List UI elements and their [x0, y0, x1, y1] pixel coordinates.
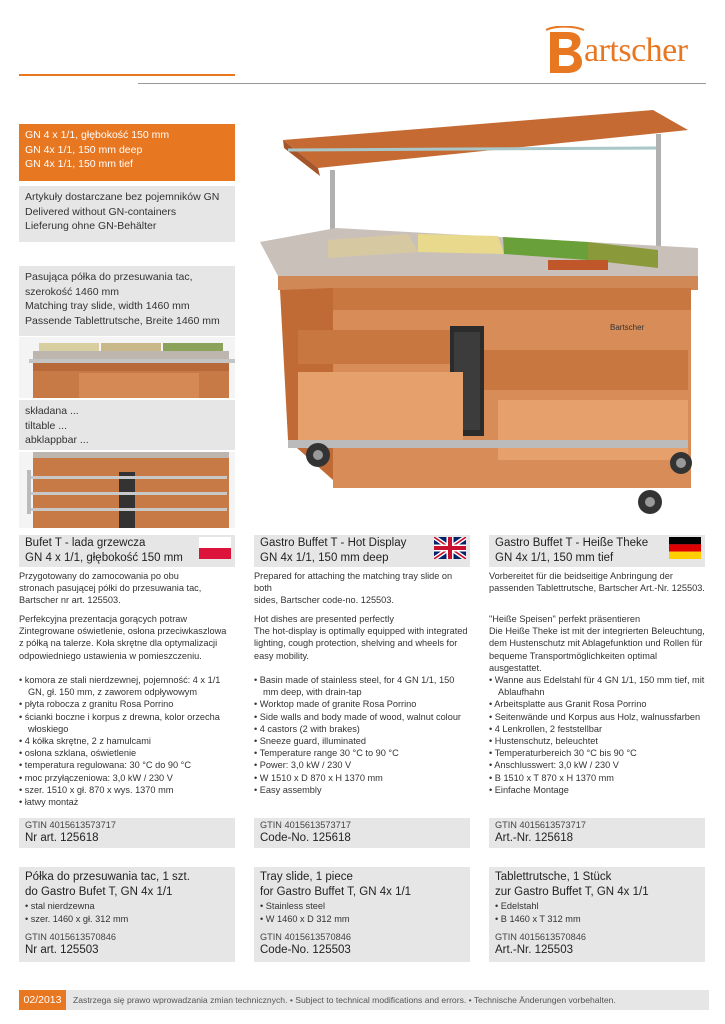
feature-item: • Seitenwände und Korpus aus Holz, walnussfarben [489, 711, 701, 722]
poland-flag-icon [199, 537, 231, 559]
accessory-box [254, 867, 470, 962]
note-line: Artykuły dostarczane bez pojemników GN [25, 191, 220, 203]
accessory-title: do Gastro Bufet T, GN 4x 1/1 [25, 886, 173, 898]
feature-item: • Side walls and body made of wood, walnut colour [254, 711, 461, 722]
footer-disclaimer: Zastrzega się prawo wprowadzania zmian technicznych. • Subject to technical modifications and errors. • Technische Änderungen vorbehalten. [73, 995, 616, 1005]
spec-line: GN 4 x 1/1, głębokość 150 mm [25, 129, 170, 141]
accessory-gtin: GTIN 4015613570846 [260, 932, 351, 942]
text-line: dem Hustenschutz mit Ablagefunktion und Rollen für [489, 638, 703, 649]
feature-list [489, 674, 705, 796]
product-title: Gastro Buffet T - Hot Display [260, 537, 407, 549]
text-line: The hot-display is optimally equipped with integrated [254, 626, 468, 637]
accessory-feature: • szer. 1460 x gł. 312 mm [25, 913, 129, 924]
article-code-box [254, 818, 470, 848]
product-subtitle: GN 4x 1/1, 150 mm deep [260, 552, 389, 564]
feature-item: • Temperature range 30 °C to 90 °C [254, 748, 399, 759]
note-line: Matching tray slide, width 1460 mm [25, 300, 190, 312]
accessory-title: Tablettrutsche, 1 Stück [495, 871, 612, 883]
feature-item: • Worktop made of granite Rosa Porrino [254, 699, 417, 710]
feature-item: • płyta robocza z granitu Rosa Porrino [19, 699, 174, 710]
intro-text [489, 570, 705, 594]
accessory-feature: • Edelstahl [495, 901, 539, 911]
accessory-box [489, 867, 705, 962]
note-line: abklappbar ... [25, 434, 89, 446]
accessory-feature: • B 1460 x T 312 mm [495, 913, 581, 924]
accessory-feature: • W 1460 x D 312 mm [260, 913, 350, 924]
accessory-article-number: Nr art. 125503 [25, 944, 99, 956]
intro-text [254, 570, 470, 607]
hot-display-buffet-photo [258, 110, 710, 518]
text-line: passenden Tablettrutsche, Bartscher Art.-Nr. 125503. [489, 583, 705, 594]
text-line: Perfekcyjna prezentacja gorących potraw [19, 614, 188, 624]
spec-line: GN 4x 1/1, 150 mm tief [25, 158, 133, 170]
product-title: Gastro Buffet T - Heiße Theke [495, 537, 649, 549]
feature-item: • Arbeitsplatte aus Granit Rosa Porrino [489, 699, 647, 710]
feature-item: • komora ze stali nierdzewnej, pojemność: 4 x 1/1 GN, gł. 150 mm, z zaworem odpływowym [19, 675, 221, 698]
feature-item: • Temperaturbereich 30 °C bis 90 °C [489, 748, 637, 759]
text-line: odpowiedniego ustawienia w pomieszczeniu. [19, 650, 202, 661]
feature-item: • Power: 3,0 kW / 230 V [254, 760, 352, 771]
note-line: składana ... [25, 405, 79, 417]
text-line: Hot dishes are presented perfectly [254, 614, 394, 624]
footer-date: 02/2013 [19, 990, 66, 1010]
text-line: bequeme Transportmöglichkeiten optimal ausgestattet. [489, 650, 658, 673]
description-text [489, 613, 705, 674]
bartscher-logo-mark [544, 26, 588, 74]
accessory-title: Tray slide, 1 piece [260, 871, 353, 883]
text-line: z półką na talerze. Koła skrętne dla optymalizacji [19, 638, 218, 649]
text-line: Przygotowany do zamocowania po obu [19, 571, 179, 581]
article-number: Code-No. 125618 [260, 832, 351, 844]
accessory-article-number: Code-No. 125503 [260, 944, 351, 956]
note-line: Lieferung ohne GN-Behälter [25, 220, 157, 232]
spec-highlight-box [19, 124, 235, 181]
footer-bar [19, 990, 709, 1010]
article-number: Nr art. 125618 [25, 832, 99, 844]
header-accent-line [19, 74, 235, 76]
description-text [254, 613, 470, 662]
delivery-note-box [19, 186, 235, 242]
note-line: tiltable ... [25, 419, 68, 432]
accessory-feature: • Stainless steel [260, 901, 326, 911]
accessory-feature: • stal nierdzewna [25, 901, 95, 911]
feature-item: • 4 Lenkrollen, 2 feststellbar [489, 723, 603, 734]
product-title: Bufet T - lada grzewcza [25, 537, 146, 549]
text-line: Zintegrowane oświetlenie, osłona przeciwkaszlowa [19, 626, 227, 637]
text-line: "Heiße Speisen" perfekt präsentieren [489, 614, 641, 624]
text-line: Vorbereitet für die beidseitige Anbringung der [489, 571, 673, 581]
text-line: lighting, cough protection, shelving and wheels for [254, 638, 458, 649]
text-line: Prepared for attaching the matching tray slide on both [254, 571, 453, 594]
accessory-gtin: GTIN 4015613570846 [495, 932, 586, 942]
accessory-title: for Gastro Buffet T, GN 4x 1/1 [260, 886, 412, 898]
product-subtitle: GN 4 x 1/1, głębokość 150 mm [25, 552, 183, 564]
feature-item: • W 1510 x D 870 x H 1370 mm [254, 772, 383, 783]
feature-item: • Hustenschutz, beleuchtet [489, 736, 598, 747]
gtin-number: GTIN 4015613573717 [25, 820, 116, 830]
header-divider [138, 83, 706, 84]
text-line: sides, Bartscher code-no. 125503. [254, 595, 394, 606]
feature-item: • 4 castors (2 with brakes) [254, 723, 360, 734]
feature-item: • ścianki boczne i korpus z drewna, kolor orzecha włoskiego [19, 711, 220, 734]
spec-line: GN 4x 1/1, 150 mm deep [25, 143, 143, 156]
feature-item: • Sneeze guard, illuminated [254, 736, 367, 747]
feature-item: • Einfache Montage [489, 784, 569, 795]
logo-wordmark: artscher [584, 32, 688, 69]
article-code-box [489, 818, 705, 848]
tilted-tray-slide-photo [19, 452, 235, 528]
feature-item: • Wanne aus Edelstahl für 4 GN 1/1, 150 mm tief, mit Ablaufhahn [489, 675, 705, 698]
article-number: Art.-Nr. 125618 [495, 832, 573, 844]
svg-text:Bartscher: Bartscher [610, 323, 645, 332]
tiltable-note-box [19, 400, 235, 450]
text-line: Bartscher nr art. 125503. [19, 595, 121, 606]
feature-item: • temperatura regulowana: 30 °C do 90 °C [19, 760, 191, 771]
gtin-number: GTIN 4015613573717 [495, 820, 586, 830]
feature-item: • łatwy montaż [19, 797, 79, 808]
accessory-box [19, 867, 235, 962]
intro-text [19, 570, 235, 607]
bartscher-logo [544, 26, 709, 78]
note-line: Delivered without GN-containers [25, 205, 177, 218]
feature-item: • Basin made of stainless steel, for 4 GN 1/1, 150 mm deep, with drain-tap [254, 675, 455, 698]
feature-item: • Easy assembly [254, 784, 322, 795]
column-header [19, 535, 235, 567]
text-line: easy mobility. [254, 650, 309, 661]
column-header [489, 535, 705, 567]
text-line: stronach pasującej półki do przesuwania tac, [19, 583, 202, 594]
feature-item: • osłona szklana, oświetlenie [19, 748, 137, 759]
accessory-gtin: GTIN 4015613570846 [25, 932, 116, 942]
accessory-title: Półka do przesuwania tac, 1 szt. [25, 871, 190, 883]
note-line: Pasująca półka do przesuwania tac, [25, 271, 193, 283]
feature-item: • Anschlusswert: 3,0 kW / 230 V [489, 760, 619, 771]
accessory-article-number: Art.-Nr. 125503 [495, 944, 573, 956]
tray-slide-note-box [19, 266, 235, 336]
uk-flag-icon [434, 537, 466, 559]
product-subtitle: GN 4x 1/1, 150 mm tief [495, 552, 614, 564]
feature-item: • B 1510 x T 870 x H 1370 mm [489, 772, 614, 783]
gtin-number: GTIN 4015613573717 [260, 820, 351, 830]
germany-flag-icon [669, 537, 701, 559]
note-line: szerokość 1460 mm [25, 285, 119, 298]
tray-slide-photo [19, 337, 235, 398]
feature-item: • 4 kółka skrętne, 2 z hamulcami [19, 736, 151, 747]
feature-item: • szer. 1510 x gł. 870 x wys. 1370 mm [19, 784, 174, 795]
text-line: Die Heiße Theke ist mit der integrierten Beleuchtung, [489, 626, 705, 637]
accessory-title: zur Gastro Buffet T, GN 4x 1/1 [495, 886, 649, 898]
note-line: Passende Tablettrutsche, Breite 1460 mm [25, 314, 220, 327]
description-text [19, 613, 235, 662]
feature-item: • moc przyłączeniowa: 3,0 kW / 230 V [19, 772, 173, 783]
feature-list [19, 674, 235, 808]
article-code-box [19, 818, 235, 848]
column-header [254, 535, 470, 567]
feature-list [254, 674, 470, 796]
